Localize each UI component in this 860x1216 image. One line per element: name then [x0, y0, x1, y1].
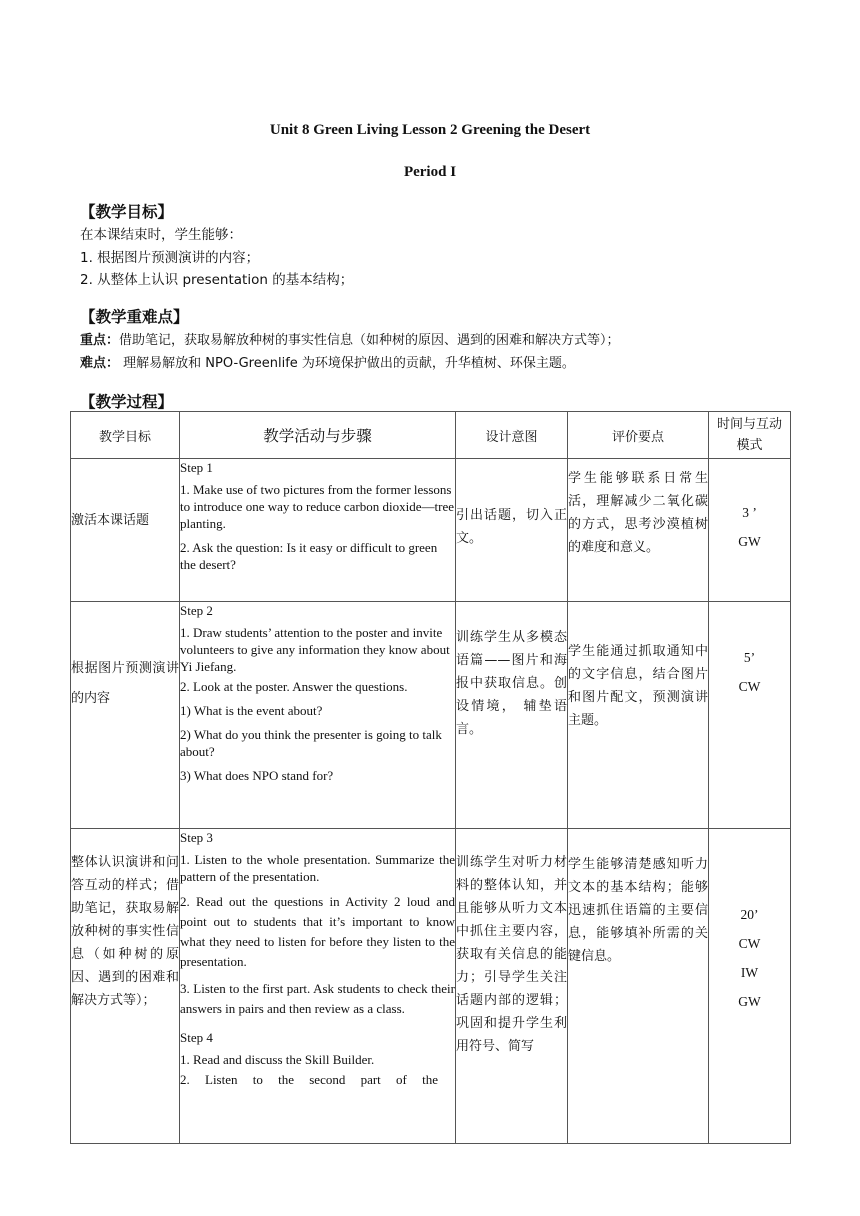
- interaction-mode: CW: [738, 936, 761, 951]
- time-value: 3 ’: [742, 505, 757, 520]
- row-evaluation: 学生能够联系日常生活，理解减少二氧化碳的方式，思考沙漠植树的难度和意义。: [568, 459, 709, 602]
- interaction-mode: GW: [738, 534, 761, 549]
- column-header-design: 设计意图: [456, 412, 568, 459]
- difficulty-text: 理解易解放和 NPO-Greenlife 为环境保护做出的贡献，升华植树、环保主题。: [119, 356, 575, 371]
- activity-item: 1. Listen to the whole presentation. Summarize the pattern of the presentation.: [180, 852, 455, 884]
- row-objective: 根据图片预测演讲的内容: [71, 602, 180, 829]
- table-row: [71, 602, 791, 829]
- process-heading: 【教学过程】: [80, 393, 174, 411]
- activity-item: 1. Read and discuss the Skill Builder.: [180, 1052, 375, 1067]
- key-point-label: 重点：: [80, 333, 120, 348]
- interaction-mode: IW: [740, 965, 759, 980]
- row-evaluation: 学生能通过抓取通知中的文字信息，结合图片和图片配文，预测演讲主题。: [568, 602, 709, 829]
- teaching-process-table: [70, 411, 791, 1144]
- key-point-text: 借助笔记，获取易解放种树的事实性信息（如种树的原因、遇到的困难和解决方式等）；: [119, 333, 620, 348]
- document-title: Unit 8 Green Living Lesson 2 Greening the Desert: [269, 122, 591, 138]
- row-activities: [180, 459, 456, 602]
- column-header-time: 时间与互动模式: [709, 412, 791, 459]
- row-objective: 激活本课话题: [71, 459, 180, 602]
- activity-item: 2. Listen to the second part of the: [180, 1072, 439, 1087]
- step-label: Step 4: [180, 1030, 213, 1045]
- column-header-objective: 教学目标: [71, 412, 180, 459]
- row-evaluation: 学生能够清楚感知听力文本的基本结构；能够迅速抓住语篇的主要信息，能够填补所需的关键信息。: [568, 829, 709, 1144]
- activity-item: 1. Make use of two pictures from the former lessons to introduce one way to reduce carbon dioxide—tree planting.: [180, 482, 454, 531]
- objective-item-2: 2. 从整体上认识 presentation 的基本结构；: [80, 272, 354, 288]
- row-activities: [180, 829, 456, 1144]
- row-time: [709, 602, 791, 829]
- difficulty-label: 难点：: [80, 356, 120, 371]
- step-label: Step 3: [180, 830, 213, 845]
- row-design: 训练学生对听力材料的整体认知，并且能够从听力文本中抓住主要内容，获取有关信息的能力；引导学生关注话题内部的逻辑；巩固和提升学生利用符号、简写: [456, 829, 568, 1144]
- step-label: Step 2: [180, 603, 213, 618]
- row-design: 训练学生从多模态语篇——图片和海报中获取信息。创设情境， 辅垫语言。: [456, 602, 568, 829]
- activity-item: 2. Ask the question: Is it easy or difficult to green the desert?: [180, 540, 438, 572]
- table-header-row: [71, 412, 791, 459]
- difficulty-line: [80, 355, 575, 373]
- key-points-heading: 【教学重难点】: [80, 308, 189, 326]
- objectives-heading: 【教学目标】: [80, 203, 174, 221]
- row-objective: 整体认识演讲和问答互动的样式；借助笔记，获取易解放种树的事实性信息（如种树的原因、遇到的困难和解决方式等）；: [71, 829, 180, 1144]
- table-row: [71, 459, 791, 602]
- time-value: 5’: [743, 650, 756, 665]
- row-activities: [180, 602, 456, 829]
- interaction-mode: GW: [738, 994, 761, 1009]
- step-label: Step 1: [180, 460, 213, 475]
- interaction-mode: CW: [738, 679, 761, 694]
- activity-item: 2) What do you think the presenter is going to talk about?: [180, 727, 442, 759]
- row-time: [709, 459, 791, 602]
- row-design: 引出话题，切入正文。: [456, 459, 568, 602]
- period-title: Period I: [403, 164, 457, 180]
- activity-item: 3) What does NPO stand for?: [180, 768, 334, 783]
- row-time: [709, 829, 791, 1144]
- activity-item: 2. Read out the questions in Activity 2 loud and point out to students that it’s important to know what they need to listen for before they listen to the presentation.: [180, 894, 455, 969]
- activity-item: 2. Look at the poster. Answer the questions.: [180, 679, 408, 694]
- objectives-intro: 在本课结束时，学生能够：: [80, 227, 242, 243]
- activity-item: 1) What is the event about?: [180, 703, 323, 718]
- column-header-activities: 教学活动与步骤: [180, 412, 456, 459]
- table-row: [71, 829, 791, 1144]
- activity-item: 1. Draw students’ attention to the poster and invite volunteers to give any information they know about Yi Jiefang.: [180, 625, 450, 674]
- activity-item: 3. Listen to the first part. Ask students to check their answers in pairs and then review as a class.: [180, 981, 455, 1016]
- column-header-evaluation: 评价要点: [568, 412, 709, 459]
- time-value: 20’: [740, 907, 759, 922]
- objective-item-1: 1. 根据图片预测演讲的内容；: [80, 250, 260, 266]
- key-point-line: [80, 332, 620, 350]
